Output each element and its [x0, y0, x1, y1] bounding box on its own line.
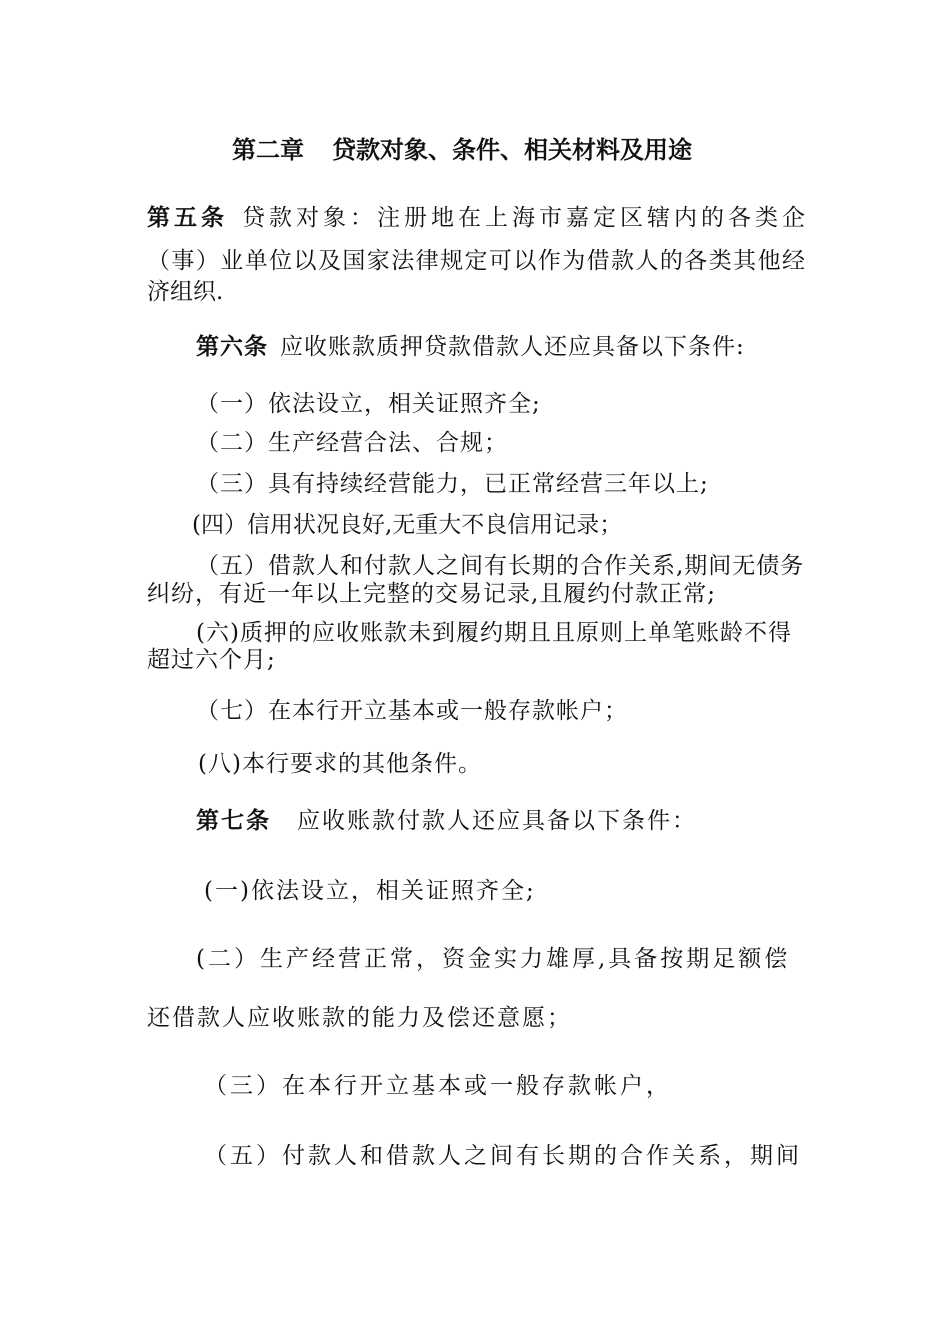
- article-6-item-1: （一）依法设立，相关证照齐全;: [196, 391, 541, 417]
- article-7-item-2-line-1: (二）生产经营正常，资金实力雄厚,具备按期足额偿: [196, 946, 791, 972]
- article-7-item-3: （三）在本行开立基本或一般存款帐户，: [204, 1073, 672, 1099]
- article-5-text-1: 贷款对象：注册地在上海市嘉定区辖内的各类企: [242, 205, 809, 231]
- article-6-item-7: （七）在本行开立基本或一般存款帐户；: [196, 698, 628, 724]
- article-6-item-5-line-1: （五）借款人和付款人之间有长期的合作关系,期间无债务: [196, 553, 805, 579]
- article-6-heading-text: 应收账款质押贷款借款人还应具备以下条件:: [280, 334, 745, 360]
- article-5-line-1: [147, 203, 809, 233]
- article-6-item-2: （二）生产经营合法、合规；: [196, 430, 508, 456]
- article-7-label: 第七条: [196, 808, 271, 834]
- article-5-line-3: 济组织.: [147, 279, 224, 305]
- article-6-item-5-line-2: 纠纷，有近一年以上完整的交易记录,且履约付款正常;: [147, 581, 717, 607]
- article-5-label: 第五条: [147, 205, 228, 231]
- chapter-heading: 贷款对象、条件、相关材料及用途: [332, 136, 692, 164]
- article-7-item-5: （五）付款人和借款人之间有长期的合作关系，期间: [204, 1143, 802, 1169]
- chapter-number: 第二章: [232, 136, 304, 164]
- article-5-line-2: （事）业单位以及国家法律规定可以作为借款人的各类其他经: [147, 248, 805, 274]
- article-6-item-6-line-1: (六)质押的应收账款未到履约期且且原则上单笔账龄不得: [196, 620, 792, 646]
- chapter-title: [232, 135, 692, 165]
- article-6-item-4: (四）信用状况良好,无重大不良信用记录；: [192, 512, 623, 538]
- article-7-item-2-line-2: 还借款人应收账款的能力及偿还意愿；: [147, 1005, 572, 1031]
- article-7-item-1: (一)依法设立，相关证照齐全;: [204, 878, 536, 904]
- article-6-label: 第六条: [196, 334, 268, 360]
- article-6-item-8: (八)本行要求的其他条件。: [198, 751, 482, 777]
- article-7-heading: [196, 806, 697, 836]
- article-7-heading-text: 应收账款付款人还应具备以下条件：: [297, 808, 697, 834]
- article-6-item-6-line-2: 超过六个月;: [147, 647, 276, 673]
- article-6-heading: [196, 332, 745, 362]
- article-6-item-3: （三）具有持续经营能力，已正常经营三年以上;: [196, 471, 709, 497]
